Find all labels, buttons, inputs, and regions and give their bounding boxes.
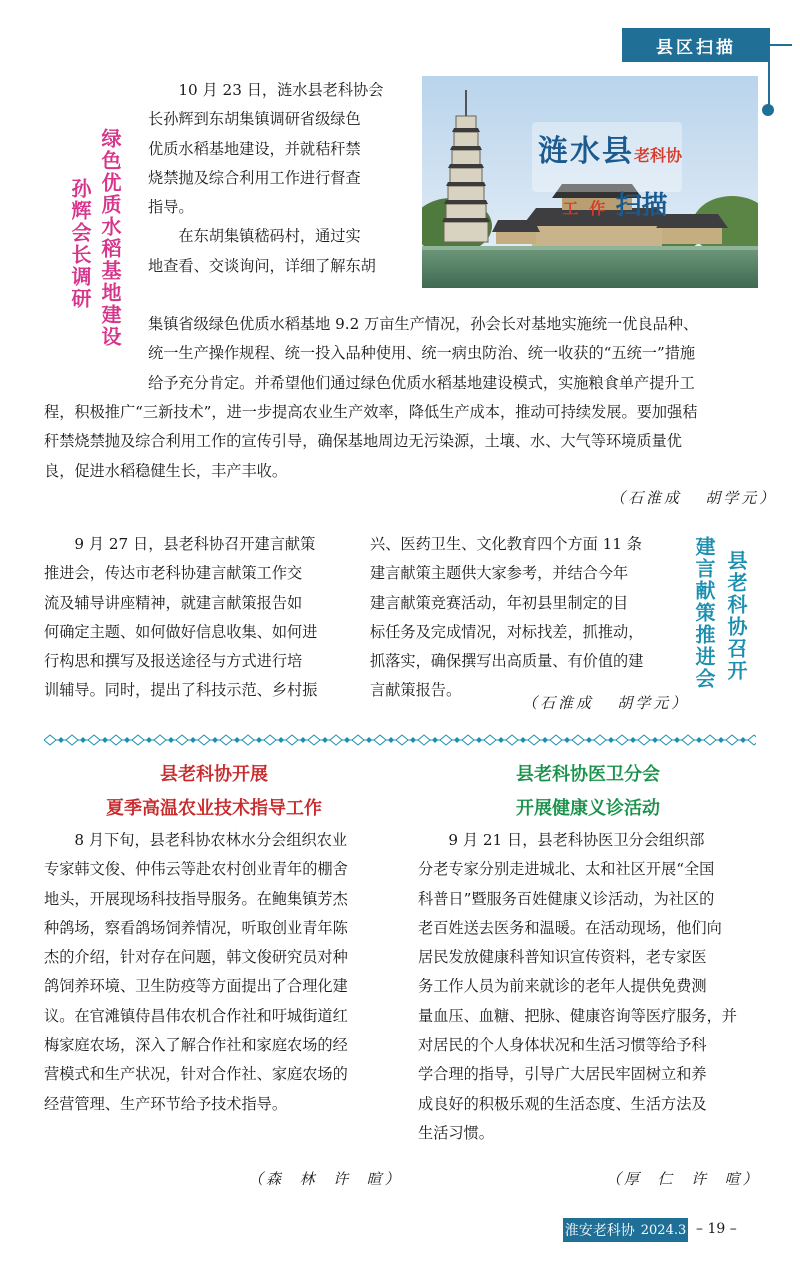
- article1-mid-line-0: 集镇省级绿色优质水稻基地 9.2 万亩生产情况，孙会长对基地实施统一优良品种、: [148, 315, 699, 333]
- article1-top-line-1: 长孙辉到东胡集镇调研省级绿色: [148, 110, 361, 129]
- article2-right-line-2: 建言献策竞赛活动，年初县里制定的目: [370, 593, 629, 612]
- tab-dot-icon: [762, 104, 774, 116]
- article1-title-line1: 绿色优质水稻基地建设: [98, 128, 122, 348]
- article3-line-6: 议。在官滩镇侍昌伟农机合作社和吁城街道红: [44, 1006, 348, 1025]
- article1-bottom-line-0: 程，积极推广“三新技术”，进一步提高农业生产效率，降低生产成本，推动可持续发展。要加强秸: [44, 403, 698, 421]
- article4-headline1: 县老科协医卫分会: [516, 764, 660, 785]
- article3-line-0: 8 月下旬，县老科协农林水分会组织农业: [74, 831, 348, 849]
- article4-line-4: 居民发放健康科普知识宣传资料，老专家医: [418, 948, 707, 967]
- article3-line-5: 鸽饲养环境、卫生防疫等方面提出了合理化建: [44, 977, 348, 996]
- article1-top-line-3: 烧禁抛及综合利用工作进行督查: [148, 168, 361, 187]
- article4-line-5: 务工作人员为前来就诊的老年人提供免费测: [418, 977, 707, 996]
- article3-text: [44, 826, 388, 1119]
- tab-connector-horizontal: [770, 44, 792, 46]
- article2-right-line-1: 建言献策主题供大家参考，并结合今年: [370, 564, 629, 583]
- section-divider: [44, 732, 756, 746]
- pagoda-photo: [422, 76, 758, 288]
- article2-title-line2: 建言献策推进会: [692, 536, 716, 690]
- article2-right-line-4: 抓落实，确保撰写出高质量、有价值的建: [370, 652, 644, 671]
- article3-credit: （森 林 许 暄）: [248, 1170, 403, 1188]
- photo-title-main: 涟水县: [538, 134, 634, 169]
- article3-line-7: 梅家庭农场，深入了解合作社和家庭农场的经: [44, 1036, 348, 1055]
- article2-left-line-2: 流及辅导讲座精神，就建言献策报告如: [44, 593, 303, 612]
- article1-top-line-5: 在东胡集镇嵇码村，通过实: [178, 227, 361, 246]
- article4-line-7: 对居民的个人身体状况和生活习惯等给予科: [418, 1036, 707, 1055]
- article2-right-line-0: 兴、医药卫生、文化教育四个方面 11 条: [370, 535, 642, 553]
- article1-title-line2: 孙辉会长调研: [68, 178, 92, 310]
- article1-bottom-text: [44, 398, 760, 486]
- article3-line-3: 种鸽场，察看鸽场饲养情况，听取创业青年陈: [44, 918, 348, 937]
- article4-line-0: 9 月 21 日，县老科协医卫分会组织部: [448, 831, 705, 849]
- article4-text: [418, 826, 758, 1148]
- article3-line-2: 地头，开展现场科技指导服务。在鲍集镇芳杰: [44, 889, 348, 908]
- photo-title-sub: 老科协: [634, 146, 683, 165]
- article4-headline2: 开展健康义诊活动: [516, 798, 660, 819]
- footer-issue: 2024.3: [640, 1222, 687, 1238]
- article4-line-3: 老百姓送去医务和温暖。在活动现场，他们向: [418, 918, 722, 937]
- article1-mid-line-2: 给予充分肯定。并希望他们通过绿色优质水稻基地建设模式，实施粮食单产提升工: [148, 373, 695, 392]
- article1-bottom-line-1: 秆禁烧禁抛及综合利用工作的宣传引导，确保基地周边无污染源，土壤、水、大气等环境质量优: [44, 432, 682, 451]
- footer-journal-name: 淮安老科协: [564, 1223, 635, 1239]
- footer-journal: [563, 1218, 688, 1242]
- article4-line-6: 量血压、血糖、把脉、健康咨询等医疗服务，并: [418, 1006, 737, 1025]
- article2-credit: （石淮成 胡学元）: [522, 694, 690, 712]
- article1-credit: （石淮成 胡学元）: [610, 489, 778, 507]
- tab-connector-vertical: [768, 44, 770, 108]
- article2-title-line1: 县老科协召开: [724, 550, 748, 682]
- article3-headline1: 县老科协开展: [160, 764, 268, 785]
- article2-left-line-5: 训辅导。同时，提出了科技示范、乡村振: [44, 681, 318, 700]
- article1-mid-line-1: 统一生产操作规程、统一投入品种使用、统一病虫防治、统一收获的“五统一”措施: [148, 344, 696, 363]
- article2-left-line-1: 推进会，传达市老科协建言献策工作交: [44, 564, 303, 583]
- article2-left-line-4: 行构思和撰写及报送途径与方式进行培: [44, 652, 303, 671]
- article3-line-9: 经营管理、生产环节给予技术指导。: [44, 1094, 287, 1113]
- article4-credit: （厚 仁 许 喧）: [606, 1170, 761, 1188]
- article1-top-line-4: 指导。: [148, 198, 194, 217]
- article3-line-8: 营模式和生产状况，针对合作社、家庭农场的: [44, 1065, 348, 1084]
- article1-bottom-line-2: 良，促进水稻稳健生长，丰产丰收。: [44, 461, 287, 480]
- article3-line-1: 专家韩文俊、仲伟云等赴农村创业青年的棚舍: [44, 860, 348, 879]
- article3-line-4: 杰的介绍，针对存在问题，韩文俊研究员对种: [44, 948, 348, 967]
- article3-headline2: 夏季高温农业技术指导工作: [106, 798, 322, 819]
- photo-title-line2a: 工 作: [562, 199, 606, 218]
- article2-right-line-5: 言献策报告。: [370, 681, 462, 700]
- article1-top-line-6: 地查看、交谈询问，详细了解东胡: [148, 256, 376, 275]
- page-number: – 19 –: [696, 1221, 737, 1237]
- article1-top-line-0: 10 月 23 日，涟水县老科协会: [178, 81, 384, 99]
- article1-top-text: [148, 76, 404, 281]
- article4-line-10: 生活习惯。: [418, 1123, 494, 1142]
- photo-title-line2b: 扫描: [615, 191, 668, 221]
- section-tab: 县区扫描: [622, 28, 770, 62]
- article2-left-text: [44, 530, 350, 706]
- article4-line-8: 学合理的指导，引导广大居民牢固树立和养: [418, 1065, 707, 1084]
- article2-right-line-3: 标任务及完成情况，对标找差，抓推动，: [370, 622, 644, 641]
- article4-line-9: 成良好的积极乐观的生活态度、生活方法及: [418, 1094, 707, 1113]
- article1-top-line-2: 优质水稻基地建设，并就秸秆禁: [148, 139, 361, 158]
- article4-line-1: 分老专家分别走进城北、太和社区开展“全国: [418, 860, 715, 879]
- article4-line-2: 科普日”暨服务百姓健康义诊活动，为社区的: [418, 889, 715, 908]
- article2-left-line-0: 9 月 27 日，县老科协召开建言献策: [74, 535, 316, 553]
- article2-right-text: [370, 530, 670, 706]
- article2-left-line-3: 何确定主题、如何做好信息收集、如何进: [44, 622, 318, 641]
- article1-mid-text: [148, 310, 760, 398]
